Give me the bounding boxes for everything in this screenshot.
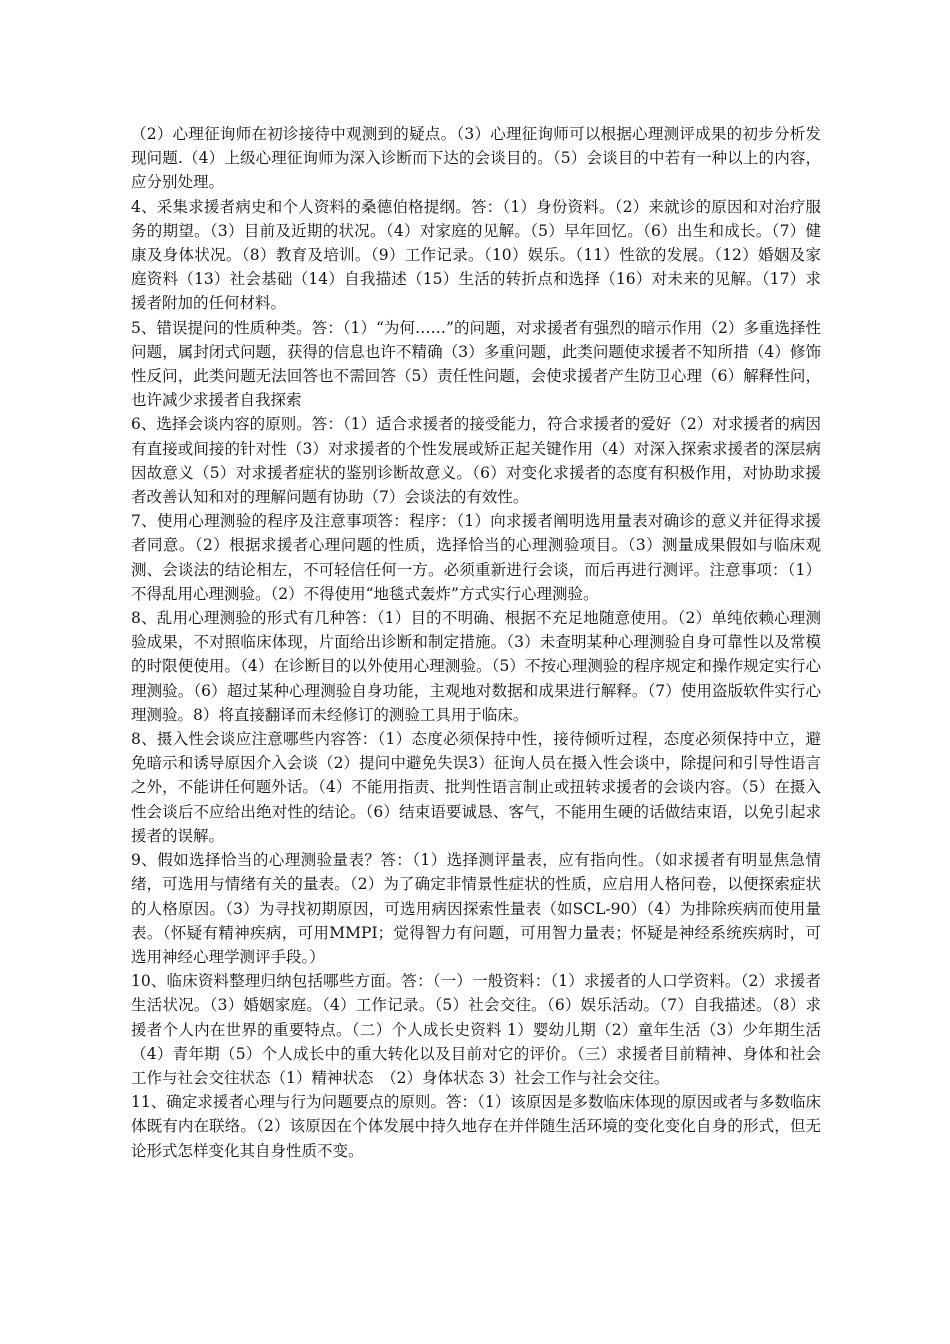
paragraph-q11: 11、确定求援者心理与行为问题要点的原则。答：（1）该原因是多数临床体现的原因或者与多数临床体既有内在联络。（2）该原因在个体发展中持久地存在并伴随生活环境的变化变化自身的形式，但无论形式怎样变化其自身性质不变。	[131, 1093, 821, 1160]
document-page	[131, 122, 821, 1163]
paragraph-q6: 6、选择会谈内容的原则。答：（1）适合求援者的接受能力，符合求援者的爱好（2）对求援者的病因有直接或间接的针对性（3）对求援者的个性发展或矫正起关键作用（4）对深入探索求援者的深层病因故意义（5）对求援者症状的鉴别诊断故意义。（6）对变化求援者的态度有积极作用，对协助求援者改善认知和对的理解问题有协助（7）会谈法的有效性。	[131, 415, 821, 507]
paragraph-q8a: 8、乱用心理测验的形式有几种答：（1）目的不明确、根据不充足地随意使用。（2）单纯依赖心理测验成果，不对照临床体现，片面给出诊断和制定措施。（3）未查明某种心理测验自身可靠性以及常模的时限便使用。（4）在诊断目的以外使用心理测验。（5）不按心理测验的程序规定和操作规定实行心理测验。（6）超过某种心理测验自身功能，主观地对数据和成果进行解释。（7）使用盗版软件实行心理测验。8）将直接翻译而未经修订的测验工具用于临床。	[131, 609, 821, 724]
paragraph-q5: 5、错误提问的性质种类。答：（1）“为何……”的问题，对求援者有强烈的暗示作用（2）多重选择性问题，属封闭式问题，获得的信息也许不精确（3）多重问题，此类问题使求援者不知所措（4）修饰性反问，此类问题无法回答也不需回答（5）责任性问题，会使求援者产生防卫心理（6）解释性问，也许减少求援者自我探索	[131, 318, 821, 410]
paragraph-q8b: 8、摄入性会谈应注意哪些内容答：（1）态度必须保持中性，接待倾听过程，态度必须保持中立，避免暗示和诱导原因介入会谈（2）提问中避免失误3）征询人员在摄入性会谈中，除提问和引导性语言之外，不能讲任何题外话。（4）不能用指责、批判性语言制止或扭转求援者的会谈内容。（5）在摄入性会谈后不应给出绝对性的结论。（6）结束语要诚恳、客气，不能用生硬的话做结束语，以免引起求援者的误解。	[131, 730, 821, 845]
paragraph-q9: 9、假如选择恰当的心理测验量表？答：（1）选择测评量表，应有指向性。（如求援者有明显焦急情绪，可选用与情绪有关的量表。（2）为了确定非情景性症状的性质，应启用人格问卷，以便探索症状的人格原因。（3）为寻找初期原因，可选用病因探索性量表（如SCL-90）（4）为排除疾病而使用量表。（怀疑有精神疾病，可用MMPI；觉得智力有问题，可用智力量表；怀疑是神经系统疾病时，可选用神经心理学测评手段。）	[131, 851, 821, 966]
paragraph-continuation: （2）心理征询师在初诊接待中观测到的疑点。（3）心理征询师可以根据心理测评成果的初步分析发现问题.（4）上级心理征询师为深入诊断而下达的会谈目的。（5）会谈目的中若有一种以上的内容，应分别处理。	[131, 125, 821, 192]
paragraph-q7: 7、使用心理测验的程序及注意事项答：程序：（1）向求援者阐明选用量表对确诊的意义并征得求援者同意。（2）根据求援者心理问题的性质，选择恰当的心理测验项目。（3）测量成果假如与临床观测、会谈法的结论相左，不可轻信任何一方。必须重新进行会谈，而后再进行测评。注意事项：（1）不得乱用心理测验。（2）不得使用“地毯式轰炸”方式实行心理测验。	[131, 512, 821, 603]
paragraph-q4: 4、采集求援者病史和个人资料的桑德伯格提纲。答：（1）身份资料。（2）来就诊的原因和对治疗服务的期望。（3）目前及近期的状况。（4）对家庭的见解。（5）早年回忆。（6）出生和成长。（7）健康及身体状况。（8）教育及培训。（9）工作记录。（10）娱乐。（11）性欲的发展。（12）婚姻及家庭资料（13）社会基础（14）自我描述（15）生活的转折点和选择（16）对未来的见解。（17）求援者附加的任何材料。	[131, 197, 821, 313]
paragraph-q10: 10、临床资料整理归纳包括哪些方面。答：（一）一般资料：（1）求援者的人口学资料。（2）求援者生活状况。（3）婚姻家庭。（4）工作记录。（5）社会交往。（6）娱乐活动。（7）自我描述。（8）求援者个人内在世界的重要特点。（二）个人成长史资料 1）婴幼儿期（2）童年生活（3）少年期生活（4）青年期（5）个人成长中的重大转化以及目前对它的评价。（三）求援者目前精神、身体和社会工作与社会交往状态（1）精神状态 （2）身体状态 3）社会工作与社会交往。	[131, 972, 821, 1087]
